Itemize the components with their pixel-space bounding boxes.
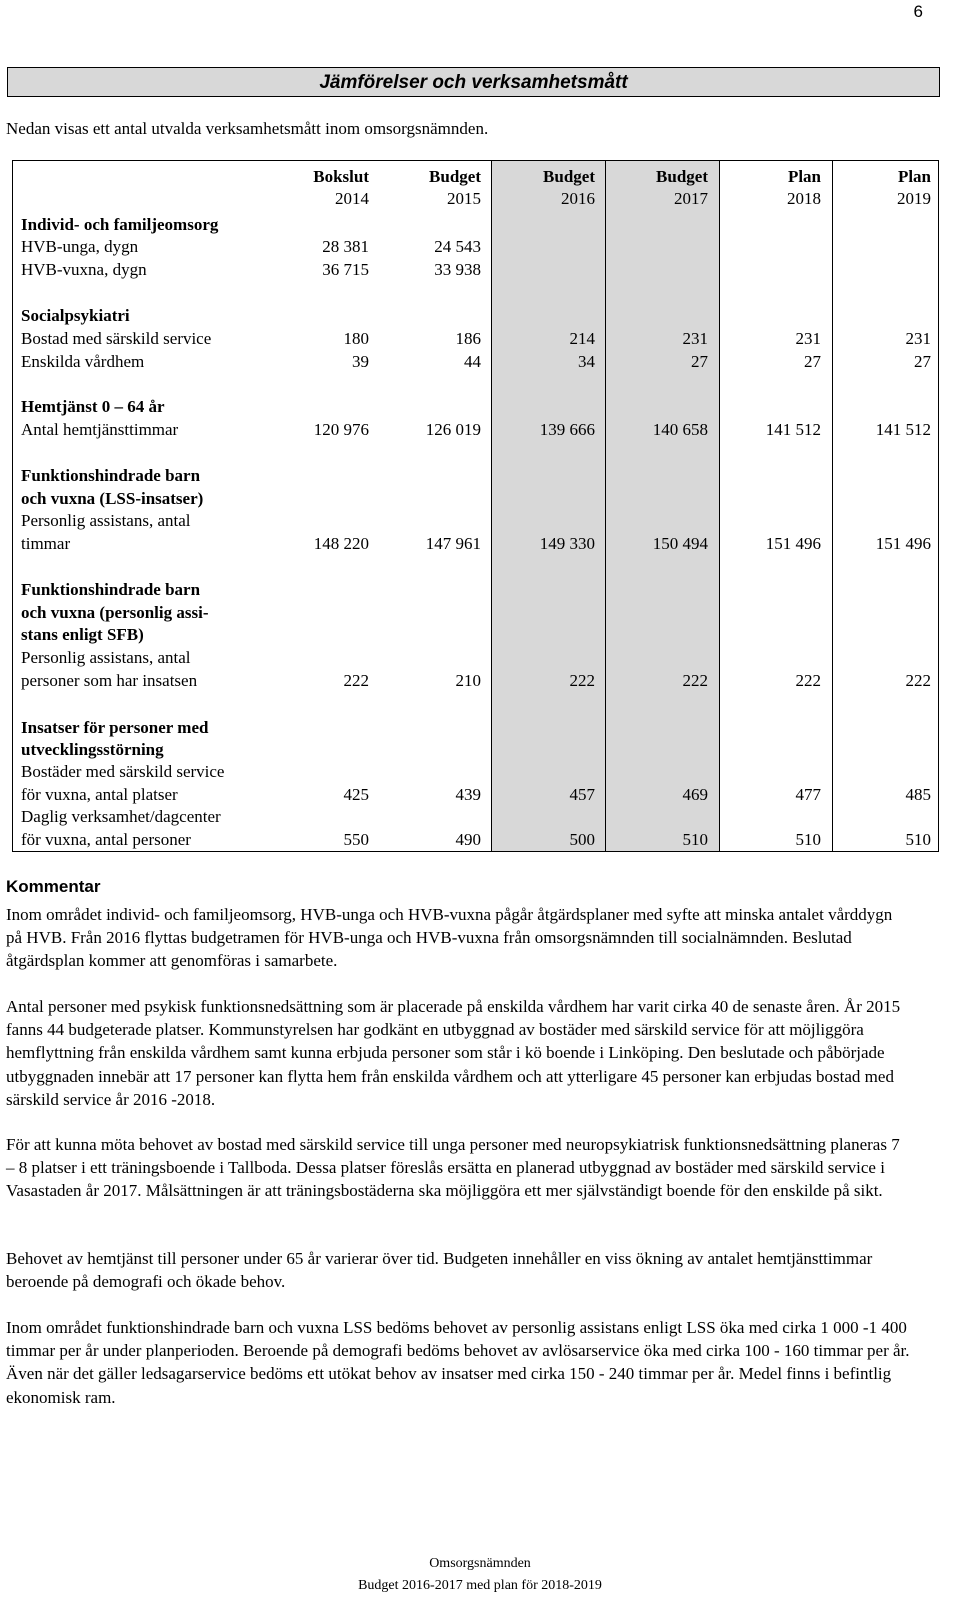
row-label: för vuxna, antal platser	[21, 785, 178, 804]
table-cell: 27	[804, 352, 821, 371]
footer-line-1: Omsorgsnämnden	[429, 1556, 531, 1571]
comment-paragraph: Inom området funktionshindrade barn och vuxna LSS bedöms behovet av personlig assistans enligt LSS öka med cirka 1 000 -1 400 timmar per år under planperioden. Beroende på demografi bedöms behovet av avlösarservice öka med cirka 100 - 160 timmar per år. Även när det gäller ledsagarservice bedöms ett utökat behov av insatser med cirka 150 - 240 timmar per år. Medel finns i befintlig ekonomisk ram.	[6, 1318, 910, 1407]
column-header-year: 2016	[561, 189, 595, 208]
row-label: HVB-unga, dygn	[21, 237, 139, 256]
column-header-year: 2015	[447, 189, 481, 208]
row-label: Personlig assistans, antal	[21, 511, 191, 530]
table-cell: 231	[905, 329, 931, 348]
row-label: Personlig assistans, antal	[21, 648, 191, 667]
table-cell: 210	[455, 671, 481, 690]
column-divider	[832, 161, 833, 851]
table-cell: 457	[569, 785, 595, 804]
table-cell: 141 512	[875, 420, 931, 439]
row-label: Antal hemtjänsttimmar	[21, 420, 179, 439]
column-header	[259, 166, 369, 210]
row-group-heading: och vuxna (LSS-insatser)	[21, 489, 204, 508]
table-cell: 214	[569, 329, 595, 348]
table-cell: 222	[795, 671, 821, 690]
table-cell: 147 961	[425, 534, 481, 553]
comment-heading: Kommentar	[6, 877, 101, 896]
column-header-year: 2017	[674, 189, 708, 208]
column-divider	[491, 161, 492, 851]
table-cell: 469	[682, 785, 708, 804]
table-cell: 126 019	[425, 420, 481, 439]
table-cell: 151 496	[875, 534, 931, 553]
table-cell: 222	[682, 671, 708, 690]
row-label: timmar	[21, 534, 71, 553]
table-cell: 27	[914, 352, 931, 371]
table-cell: 222	[343, 671, 369, 690]
table-cell: 439	[455, 785, 481, 804]
column-header	[371, 166, 481, 210]
table-cell: 151 496	[765, 534, 821, 553]
table-cell: 24 543	[434, 237, 481, 256]
column-header-title: Bokslut	[313, 167, 369, 186]
row-label: HVB-vuxna, dygn	[21, 260, 147, 279]
table-cell: 477	[795, 785, 821, 804]
row-group-heading: och vuxna (personlig assi-	[21, 603, 209, 622]
comment-paragraph: Behovet av hemtjänst till personer under 65 år varierar över tid. Budgeten innehåller en viss ökning av antalet hemtjänsttimmar beroende på demografi och ökade behov.	[6, 1249, 873, 1292]
table-cell: 141 512	[765, 420, 821, 439]
row-group-heading: Socialpsykiatri	[21, 306, 130, 325]
table-cell: 150 494	[652, 534, 708, 553]
table-cell: 120 976	[313, 420, 369, 439]
row-label: personer som har insatsen	[21, 671, 198, 690]
row-label: Bostad med särskild service	[21, 329, 212, 348]
table-cell: 490	[455, 830, 481, 849]
table-cell: 222	[569, 671, 595, 690]
column-header	[485, 166, 595, 210]
table-cell: 148 220	[313, 534, 369, 553]
metrics-table	[12, 160, 939, 852]
row-group-heading: stans enligt SFB)	[21, 625, 144, 644]
row-group-heading: Funktionshindrade barn	[21, 580, 201, 599]
table-cell: 510	[682, 830, 708, 849]
column-header	[598, 166, 708, 210]
table-cell: 485	[905, 785, 931, 804]
table-cell: 27	[691, 352, 708, 371]
column-header-year: 2019	[897, 189, 931, 208]
column-header-year: 2018	[787, 189, 821, 208]
table-cell: 149 330	[539, 534, 595, 553]
column-header-title: Plan	[897, 167, 931, 186]
table-cell: 39	[352, 352, 369, 371]
column-header-title: Budget	[543, 167, 595, 186]
page-number: 6	[913, 2, 923, 21]
row-group-heading: Funktionshindrade barn	[21, 466, 201, 485]
row-label: för vuxna, antal personer	[21, 830, 191, 849]
section-banner	[7, 67, 940, 97]
table-cell: 550	[343, 830, 369, 849]
banner-title: Jämförelser och verksamhetsmått	[319, 72, 628, 93]
table-cell: 140 658	[652, 420, 708, 439]
column-header-year: 2014	[335, 189, 369, 208]
intro-text: Nedan visas ett antal utvalda verksamhetsmått inom omsorgsnämnden.	[6, 119, 489, 138]
table-cell: 180	[343, 329, 369, 348]
table-cell: 222	[905, 671, 931, 690]
table-cell: 425	[343, 785, 369, 804]
column-header-title: Budget	[656, 167, 708, 186]
column-divider	[719, 161, 720, 851]
column-header	[821, 166, 931, 210]
row-label: Bostäder med särskild service	[21, 762, 225, 781]
column-header-title: Budget	[429, 167, 481, 186]
row-group-heading: utvecklingsstörning	[21, 740, 164, 759]
column-divider	[605, 161, 606, 851]
table-cell: 231	[795, 329, 821, 348]
row-group-heading: Hemtjänst 0 – 64 år	[21, 397, 165, 416]
footer-line-2: Budget 2016-2017 med plan för 2018-2019	[358, 1578, 602, 1593]
table-cell: 28 381	[322, 237, 369, 256]
comment-paragraph: Inom området individ- och familjeomsorg, HVB-unga och HVB-vuxna pågår åtgärdsplaner med syfte att minska antalet vårddygn på HVB. Från 2016 flyttas budgetramen för HVB-unga och HVB-vuxna från omsorgsnämnden till socialnämnden. Beslutad åtgärdsplan kommer att genomföras i samarbete.	[6, 905, 893, 971]
table-cell: 139 666	[539, 420, 595, 439]
comment-paragraph: För att kunna möta behovet av bostad med särskild service till unga personer med neuropsykiatrisk funktionsnedsättning planeras 7 – 8 platser i ett träningsboende i Tallboda. Dessa platser föreslås ersätta en planerad utbyggnad av bostäder med särskild service i Vasastaden år 2017. Målsättningen är att träningsbostäderna ska möjliggöra ett mer självständigt boende för den enskilde på sikt.	[6, 1135, 900, 1201]
table-cell: 510	[905, 830, 931, 849]
table-cell: 186	[455, 329, 481, 348]
row-label: Enskilda vårdhem	[21, 352, 145, 371]
row-group-heading: Insatser för personer med	[21, 718, 209, 737]
column-header	[711, 166, 821, 210]
row-group-heading: Individ- och familjeomsorg	[21, 215, 219, 234]
table-cell: 36 715	[322, 260, 369, 279]
table-cell: 33 938	[434, 260, 481, 279]
table-cell: 34	[578, 352, 595, 371]
column-header-title: Plan	[787, 167, 821, 186]
table-cell: 44	[464, 352, 481, 371]
table-cell: 231	[682, 329, 708, 348]
table-cell: 510	[795, 830, 821, 849]
row-label: Daglig verksamhet/dagcenter	[21, 807, 221, 826]
comment-paragraph: Antal personer med psykisk funktionsnedsättning som är placerade på enskilda vårdhem har varit cirka 40 de senaste åren. År 2015 fanns 44 budgeterade platser. Kommunstyrelsen har godkänt en utbyggnad av bostäder med särskild service för att möjliggöra hemflyttning från enskilda vårdhem samt kunna erbjuda personer som står i kö boende i Linköping. Den beslutade och påbörjade utbyggnaden innebär att 17 personer kan flytta hem från enskilda vårdhem och att ytterligare 45 personer kan erbjudas bostad med särskild service år 2016 -2018.	[6, 997, 901, 1109]
table-cell: 500	[569, 830, 595, 849]
